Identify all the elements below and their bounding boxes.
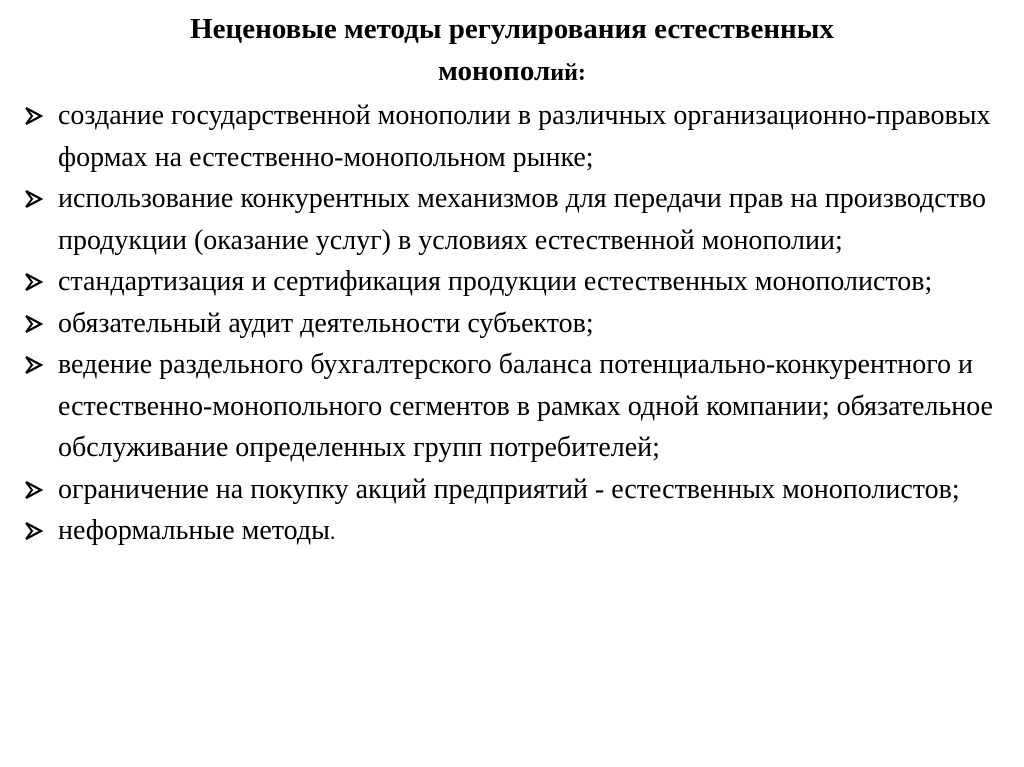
slide-title-line-2 [0,50,1024,94]
slide-title-line-1: Неценовые методы регулирования естественных [190,13,834,45]
arrowhead-bullet-icon [22,178,48,220]
arrowhead-bullet-icon [22,261,48,303]
list-item [22,95,1012,178]
slide-title-line-2-small: ий: [550,60,586,86]
list-item [22,261,1012,303]
list-item-text: обязательный аудит деятельности субъектов; [58,307,594,339]
list-item-text: стандартизация и сертификация продукции естественных монополистов; [58,266,933,297]
arrowhead-bullet-icon [22,344,48,386]
arrowhead-bullet-icon [22,469,48,511]
list-item-text: ограничение на покупку акций предприятий - естественных монополистов; [58,473,960,505]
list-item [22,510,1012,553]
list-item-text: создание государственной монополии в различных организационно-правовых формах на естественно-монопольном рынке; [58,100,991,173]
arrowhead-bullet-icon [22,303,48,345]
list-item [22,178,1012,261]
list-item-text [58,510,1012,553]
list-item-main-text: неформальные методы [58,515,330,546]
arrowhead-bullet-icon [22,95,48,137]
slide-title [0,8,1024,94]
list-item-text: использование конкурентных механизмов для передачи прав на производство продукции (оказание услуг) в условиях естественной монополии; [58,183,986,256]
list-item [22,469,1012,511]
list-item-text: ведение раздельного бухгалтерского баланса потенциально-конкурентного и естественно-монопольного сегментов в рамках одной компании; обязательное обслуживание определенных групп потребителей; [58,349,993,463]
list-item-tail: . [329,519,336,544]
slide-title-line-2-main: монопол [438,55,551,87]
arrowhead-bullet-icon [22,510,48,552]
methods-list [22,95,1012,553]
list-item [22,303,1012,345]
list-item [22,344,1012,469]
